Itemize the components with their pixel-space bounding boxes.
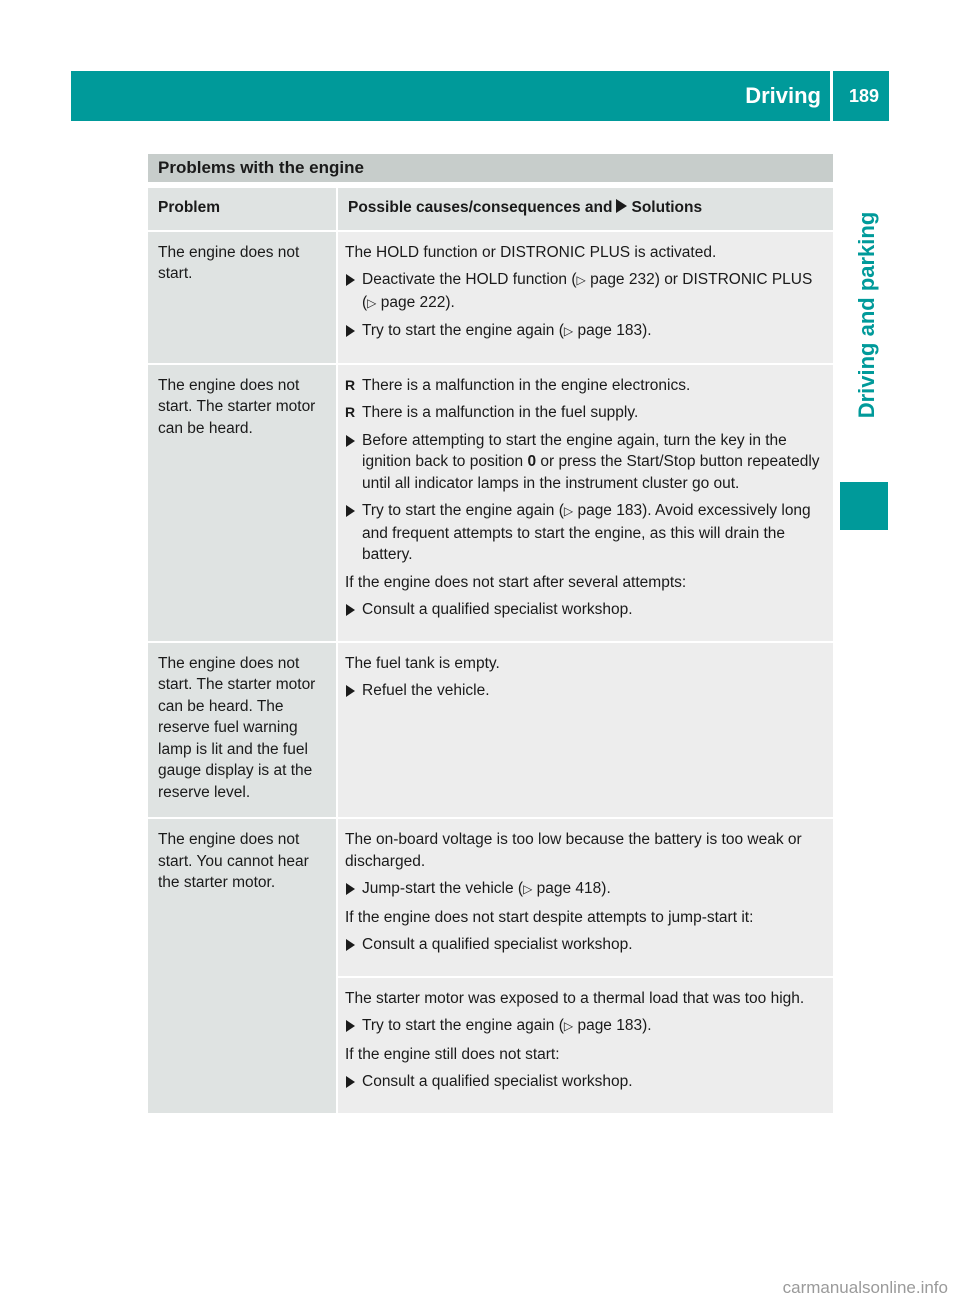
- action-arrow-icon: [346, 883, 355, 895]
- page-ref-icon: ▷: [576, 273, 586, 287]
- action-arrow-icon: [346, 505, 355, 517]
- action-step: Consult a qualified specialist workshop.: [345, 599, 827, 621]
- action-arrow-icon: [346, 1020, 355, 1032]
- bullet-icon: R: [345, 376, 356, 393]
- solution-cell: [336, 363, 833, 641]
- action-step: Refuel the vehicle.: [345, 680, 827, 702]
- action-arrow-icon: [346, 435, 355, 447]
- action-arrow-icon: [346, 685, 355, 697]
- problems-table: [148, 188, 833, 1113]
- table-header-row: [148, 188, 833, 232]
- side-chapter-label: Driving and parking: [854, 211, 879, 419]
- condition-text: If the engine still does not start:: [345, 1045, 560, 1063]
- page-ref-icon: ▷: [563, 1019, 574, 1033]
- header-section-title: Driving: [745, 83, 821, 108]
- column-header-solutions-label: Solutions: [631, 199, 703, 216]
- bullet-icon: R: [345, 404, 356, 420]
- page-number: 189: [848, 86, 879, 106]
- side-chapter-tab: [840, 150, 889, 480]
- problem-cell: The engine does not start. The starter motor can be heard.: [148, 363, 336, 641]
- action-step: Try to start the engine again (▷ page 183). Avoid excessively long and frequent attempts to start the engine, as this will drain the battery.: [345, 500, 827, 566]
- column-header-problem: [148, 188, 336, 232]
- header-divider: [830, 71, 833, 121]
- solution-cell: [336, 641, 833, 818]
- column-header-problem-label: Problem: [158, 199, 221, 216]
- cause-text: The HOLD function or DISTRONIC PLUS is activated.: [345, 243, 717, 261]
- action-arrow-icon: [616, 199, 627, 213]
- problem-cell: The engine does not start. You cannot hear the starter motor.: [148, 817, 336, 1113]
- action-arrow-icon: [346, 939, 355, 951]
- cause-text: The fuel tank is empty.: [345, 654, 500, 672]
- table-row: [148, 817, 833, 976]
- problem-cell: The engine does not start. The starter motor can be heard. The reserve fuel warning lamp is lit and the fuel gauge display is at the reserve level.: [148, 641, 336, 818]
- table-row: [148, 641, 833, 818]
- solution-cell: [336, 817, 833, 976]
- table-row: [148, 363, 833, 641]
- solution-cell: [336, 232, 833, 363]
- problem-cell: The engine does not start.: [148, 232, 336, 363]
- table-title: Problems with the engine: [148, 154, 833, 182]
- condition-text: If the engine does not start despite attempts to jump-start it:: [345, 908, 754, 926]
- cause-bullet: R There is a malfunction in the fuel supply.: [345, 402, 827, 424]
- page-ref-icon: ▷: [563, 504, 574, 518]
- column-header-causes-label: Possible causes/consequences and: [348, 199, 613, 216]
- action-step: Deactivate the HOLD function (▷ page 232) or DISTRONIC PLUS (▷ page 222).: [345, 269, 827, 314]
- action-step: Try to start the engine again (▷ page 183).: [345, 1015, 827, 1038]
- page-ref-icon: ▷: [367, 295, 377, 310]
- page-ref-icon: ▷: [523, 882, 533, 896]
- action-arrow-icon: [346, 274, 355, 286]
- page-ref-icon: ▷: [563, 324, 574, 338]
- cause-text: The on-board voltage is too low because the battery is too weak or discharged.: [345, 831, 802, 870]
- action-step: Consult a qualified specialist workshop.: [345, 1071, 827, 1093]
- column-header-solutions: [336, 188, 833, 232]
- action-arrow-icon: [346, 325, 355, 337]
- action-step: Consult a qualified specialist workshop.: [345, 934, 827, 956]
- action-arrow-icon: [346, 604, 355, 616]
- side-chapter-marker: [840, 482, 888, 530]
- cause-bullet: R There is a malfunction in the engine electronics.: [345, 375, 827, 397]
- action-arrow-icon: [346, 1076, 355, 1088]
- solution-cell: [336, 976, 833, 1113]
- action-step: Try to start the engine again (▷ page 183).: [345, 320, 827, 343]
- key-position-value: 0: [527, 453, 537, 470]
- page-header: [71, 71, 889, 121]
- cause-text: The starter motor was exposed to a thermal load that was too high.: [345, 989, 805, 1007]
- action-step: Jump-start the vehicle (▷ page 418).: [345, 878, 827, 901]
- watermark: carmanualsonline.info: [782, 1278, 948, 1297]
- action-step: Before attempting to start the engine again, turn the key in the ignition back to position 0 or press the Start/Stop button repeatedly until all indicator lamps in the instrument cluster go out.: [345, 430, 827, 495]
- condition-text: If the engine does not start after several attempts:: [345, 573, 687, 591]
- table-row: [148, 232, 833, 363]
